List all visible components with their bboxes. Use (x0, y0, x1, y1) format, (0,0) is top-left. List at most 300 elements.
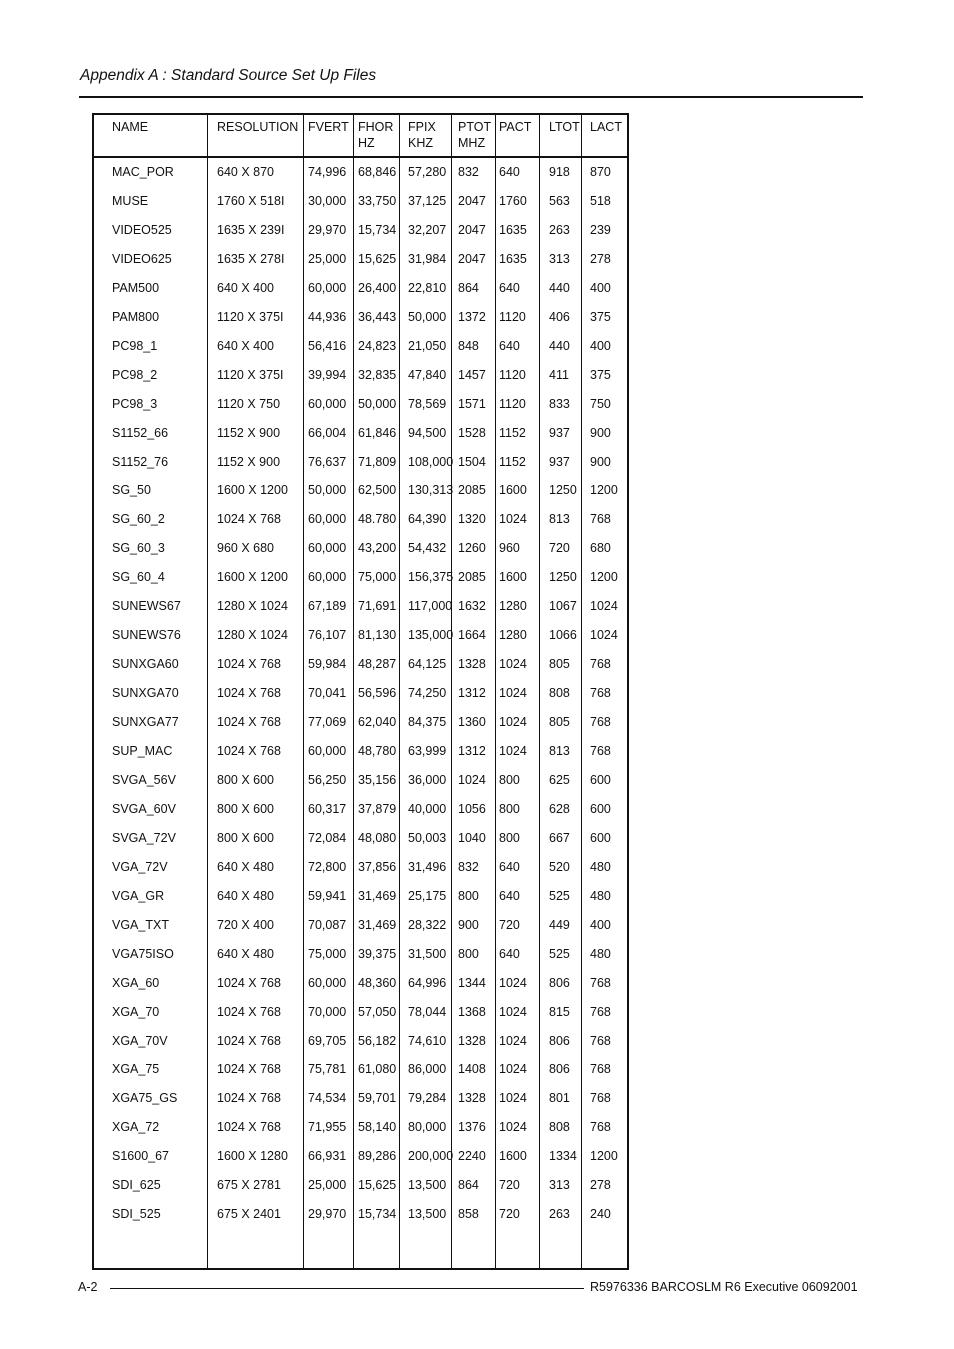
table-row (0, 598, 954, 627)
table-row (0, 1061, 954, 1090)
cell-fhor: 48,287 (358, 657, 397, 672)
cell-name: SUNXGA77 (112, 715, 179, 729)
cell-ltot: 525 (549, 888, 570, 903)
cell-lact: 400 (590, 917, 611, 932)
cell-ltot: 525 (549, 946, 570, 961)
cell-fpix: 84,375 (408, 715, 447, 729)
table-row (0, 743, 954, 772)
cell-lact: 1024 (590, 599, 618, 614)
cell-pact: 1120 (499, 309, 526, 324)
table-row (0, 309, 954, 338)
cell-ltot: 313 (549, 1178, 570, 1193)
cell-name: XGA75_GS (112, 1091, 178, 1106)
cell-fhor: 56,596 (358, 686, 397, 701)
cell-fpix: 135,000 (408, 628, 454, 643)
cell-fvert: 44,936 (308, 309, 347, 324)
cell-fpix: 31,500 (408, 946, 447, 961)
cell-pact: 1152 (499, 425, 526, 440)
cell-fpix: 200,000 (408, 1149, 454, 1164)
cell-lact: 768 (590, 1004, 611, 1019)
cell-fpix: 74,250 (408, 686, 447, 701)
cell-name: PAM500 (112, 280, 160, 295)
cell-fpix: 64,996 (408, 975, 447, 990)
cell-name: XGA_60 (112, 975, 160, 990)
cell-name: SDI_625 (112, 1178, 161, 1193)
cell-ltot: 833 (549, 396, 570, 411)
cell-lact: 600 (590, 830, 611, 845)
table-row (0, 627, 954, 656)
cell-ltot: 720 (549, 541, 570, 556)
cell-fpix: 28,322 (408, 917, 447, 932)
cell-fhor: 15,625 (358, 251, 397, 266)
cell-lact: 680 (590, 541, 611, 556)
cell-fhor: 89,286 (358, 1149, 397, 1164)
cell-name: XGA_70 (112, 1004, 160, 1019)
cell-fhor: 24,823 (358, 338, 397, 353)
cell-ltot: 806 (549, 1062, 570, 1077)
cell-fhor: 62,040 (358, 715, 397, 729)
column-header-fhor: FHOR HZ (358, 120, 394, 150)
cell-name: S1152_66 (112, 425, 169, 440)
document-reference: R5976336 BARCOSLM R6 Executive 06092001 (590, 1280, 858, 1294)
cell-resolution: 1024 X 768 (217, 657, 281, 672)
cell-lact: 1200 (590, 1149, 618, 1164)
cell-ptot: 1328 (458, 1091, 486, 1106)
cell-ptot: 1312 (458, 686, 486, 701)
cell-resolution: 1635 X 239I (217, 222, 285, 237)
cell-lact: 768 (590, 1120, 611, 1135)
cell-ptot: 2047 (458, 222, 486, 237)
cell-lact: 240 (590, 1207, 611, 1222)
table-row (0, 193, 954, 222)
cell-pact: 800 (499, 830, 520, 845)
cell-pact: 1024 (499, 1004, 527, 1019)
cell-ltot: 263 (549, 222, 570, 237)
cell-fvert: 60,000 (308, 541, 347, 556)
cell-name: SVGA_56V (112, 772, 176, 787)
cell-pact: 640 (499, 280, 520, 295)
cell-resolution: 640 X 480 (217, 859, 274, 874)
cell-name: VGA_72V (112, 859, 168, 874)
cell-fvert: 59,941 (308, 888, 347, 903)
cell-fvert: 56,250 (308, 772, 347, 787)
cell-fvert: 76,107 (308, 628, 347, 643)
cell-lact: 768 (590, 1091, 611, 1106)
cell-ltot: 815 (549, 1004, 570, 1019)
cell-fhor: 50,000 (358, 396, 397, 411)
cell-name: XGA_70V (112, 1033, 168, 1048)
cell-fhor: 57,050 (358, 1004, 397, 1019)
cell-name: PC98_2 (112, 367, 158, 382)
cell-pact: 1152 (499, 454, 526, 469)
cell-ltot: 813 (549, 744, 570, 758)
table-row (0, 772, 954, 801)
cell-name: SG_60_4 (112, 570, 165, 585)
table-row (0, 511, 954, 540)
cell-ptot: 832 (458, 859, 479, 874)
cell-fhor: 33,750 (358, 193, 397, 208)
cell-resolution: 640 X 400 (217, 280, 274, 295)
cell-fvert: 60,000 (308, 280, 347, 295)
cell-pact: 1024 (499, 1091, 527, 1106)
cell-lact: 278 (590, 251, 611, 266)
cell-fpix: 130,313 (408, 483, 454, 498)
cell-name: MAC_POR (112, 165, 174, 179)
cell-ptot: 1664 (458, 628, 486, 643)
cell-pact: 1024 (499, 715, 527, 729)
cell-ptot: 1368 (458, 1004, 486, 1019)
table-row (0, 540, 954, 569)
cell-pact: 960 (499, 541, 520, 556)
cell-ltot: 625 (549, 772, 570, 787)
cell-ltot: 440 (549, 280, 570, 295)
cell-name: XGA_72 (112, 1120, 160, 1135)
cell-fpix: 50,000 (408, 309, 447, 324)
table-row (0, 685, 954, 714)
cell-name: SUNEWS67 (112, 599, 181, 614)
cell-name: VGA_TXT (112, 917, 169, 932)
column-header-lact: LACT (590, 120, 622, 134)
cell-lact: 375 (590, 367, 611, 382)
cell-name: SUNXGA70 (112, 686, 179, 701)
table-row (0, 1004, 954, 1033)
cell-resolution: 1600 X 1280 (217, 1149, 288, 1164)
cell-fpix: 156,375 (408, 570, 454, 585)
cell-fvert: 74,534 (308, 1091, 347, 1106)
cell-resolution: 1024 X 768 (217, 715, 281, 729)
cell-fhor: 35,156 (358, 772, 397, 787)
cell-fhor: 48,780 (358, 744, 397, 758)
cell-fvert: 60,000 (308, 744, 347, 758)
cell-ltot: 937 (549, 425, 570, 440)
cell-ptot: 1328 (458, 657, 486, 672)
cell-resolution: 960 X 680 (217, 541, 274, 556)
cell-name: SUNEWS76 (112, 628, 181, 643)
cell-fpix: 78,044 (408, 1004, 447, 1019)
cell-fpix: 94,500 (408, 425, 447, 440)
cell-lact: 768 (590, 1062, 611, 1077)
cell-name: S1152_76 (112, 454, 169, 469)
cell-fhor: 26,400 (358, 280, 397, 295)
cell-fvert: 59,984 (308, 657, 347, 672)
cell-lact: 870 (590, 165, 611, 179)
cell-resolution: 1120 X 375I (217, 367, 284, 382)
cell-fpix: 47,840 (408, 367, 447, 382)
cell-resolution: 1280 X 1024 (217, 628, 288, 643)
cell-fpix: 78,569 (408, 396, 447, 411)
cell-resolution: 1024 X 768 (217, 512, 281, 527)
cell-resolution: 1120 X 750 (217, 396, 281, 411)
cell-name: MUSE (112, 193, 149, 208)
cell-lact: 1200 (590, 483, 618, 498)
cell-ptot: 1571 (458, 396, 486, 411)
cell-name: SUNXGA60 (112, 657, 179, 672)
cell-ptot: 1408 (458, 1062, 486, 1077)
table-row (0, 280, 954, 309)
cell-ptot: 1328 (458, 1033, 486, 1048)
cell-pact: 640 (499, 946, 520, 961)
cell-fpix: 25,175 (408, 888, 447, 903)
cell-ptot: 1376 (458, 1120, 486, 1135)
table-row (0, 251, 954, 280)
cell-ltot: 813 (549, 512, 570, 527)
cell-fhor: 48,360 (358, 975, 397, 990)
cell-ptot: 864 (458, 1178, 479, 1193)
cell-ptot: 1260 (458, 541, 486, 556)
cell-pact: 720 (499, 917, 520, 932)
cell-name: SG_50 (112, 483, 151, 498)
cell-ltot: 628 (549, 801, 570, 816)
cell-fhor: 15,734 (358, 1207, 397, 1222)
cell-pact: 1280 (499, 599, 527, 614)
cell-name: PC98_1 (112, 338, 158, 353)
cell-fhor: 15,625 (358, 1178, 397, 1193)
cell-lact: 768 (590, 512, 611, 527)
cell-ptot: 2085 (458, 483, 486, 498)
cell-resolution: 640 X 480 (217, 946, 274, 961)
cell-name: SDI_525 (112, 1207, 161, 1222)
cell-pact: 1600 (499, 1149, 527, 1164)
cell-pact: 1635 (499, 251, 527, 266)
cell-fvert: 66,931 (308, 1149, 347, 1164)
cell-ptot: 1372 (458, 309, 486, 324)
cell-fpix: 74,610 (408, 1033, 447, 1048)
table-row (0, 1177, 954, 1206)
cell-fvert: 60,000 (308, 512, 347, 527)
cell-resolution: 1024 X 768 (217, 744, 281, 758)
cell-fpix: 13,500 (408, 1207, 447, 1222)
cell-fpix: 63,999 (408, 744, 447, 758)
cell-ltot: 937 (549, 454, 570, 469)
cell-ptot: 864 (458, 280, 479, 295)
cell-lact: 480 (590, 859, 611, 874)
cell-ptot: 800 (458, 888, 479, 903)
cell-ptot: 1056 (458, 801, 486, 816)
cell-fvert: 71,955 (308, 1120, 347, 1135)
cell-fpix: 79,284 (408, 1091, 447, 1106)
cell-ltot: 808 (549, 686, 570, 701)
cell-pact: 800 (499, 801, 520, 816)
cell-fvert: 60,000 (308, 975, 347, 990)
cell-pact: 1120 (499, 367, 526, 382)
cell-pact: 1024 (499, 686, 527, 701)
cell-ltot: 449 (549, 917, 570, 932)
cell-lact: 480 (590, 888, 611, 903)
table-row (0, 367, 954, 396)
cell-fhor: 31,469 (358, 917, 397, 932)
cell-ltot: 520 (549, 859, 570, 874)
cell-lact: 278 (590, 1178, 611, 1193)
cell-fpix: 22,810 (408, 280, 447, 295)
cell-pact: 720 (499, 1207, 520, 1222)
column-header-name: NAME (112, 120, 149, 134)
cell-fpix: 40,000 (408, 801, 447, 816)
cell-fpix: 21,050 (408, 338, 447, 353)
cell-fvert: 66,004 (308, 425, 347, 440)
table-row (0, 714, 954, 743)
cell-fhor: 37,856 (358, 859, 397, 874)
cell-lact: 768 (590, 744, 611, 758)
column-header-pact: PACT (499, 120, 532, 134)
cell-fvert: 60,317 (308, 801, 347, 816)
cell-pact: 1024 (499, 1120, 527, 1135)
cell-lact: 600 (590, 772, 611, 787)
cell-name: S1600_67 (112, 1149, 170, 1164)
cell-pact: 1024 (499, 512, 527, 527)
cell-pact: 1600 (499, 483, 527, 498)
cell-ptot: 1320 (458, 512, 486, 527)
page-number: A-2 (78, 1280, 98, 1294)
cell-pact: 1635 (499, 222, 527, 237)
column-header-fpix: FPIX KHZ (408, 120, 436, 150)
cell-fhor: 31,469 (358, 888, 397, 903)
cell-name: SUP_MAC (112, 744, 173, 758)
cell-lact: 400 (590, 338, 611, 353)
cell-ptot: 858 (458, 1207, 479, 1222)
cell-resolution: 1024 X 768 (217, 1004, 281, 1019)
cell-ltot: 805 (549, 715, 570, 729)
cell-fpix: 108,000 (408, 454, 454, 469)
page-title: Appendix A : Standard Source Set Up Files (80, 67, 377, 84)
cell-ltot: 263 (549, 1207, 570, 1222)
table-row (0, 338, 954, 367)
cell-resolution: 1120 X 375I (217, 309, 284, 324)
cell-ptot: 832 (458, 165, 479, 179)
cell-pact: 640 (499, 859, 520, 874)
cell-ltot: 801 (549, 1091, 570, 1106)
cell-fpix: 31,984 (408, 251, 447, 266)
cell-fpix: 13,500 (408, 1178, 447, 1193)
cell-fhor: 59,701 (358, 1091, 397, 1106)
cell-fhor: 81,130 (358, 628, 397, 643)
cell-fvert: 60,000 (308, 396, 347, 411)
cell-resolution: 1024 X 768 (217, 1091, 281, 1106)
cell-fvert: 50,000 (308, 483, 347, 498)
cell-ltot: 563 (549, 193, 570, 208)
cell-fvert: 25,000 (308, 1178, 347, 1193)
cell-name: SVGA_72V (112, 830, 176, 845)
cell-fpix: 86,000 (408, 1062, 447, 1077)
cell-resolution: 675 X 2401 (217, 1207, 281, 1222)
cell-ltot: 806 (549, 975, 570, 990)
cell-fpix: 32,207 (408, 222, 447, 237)
cell-lact: 239 (590, 222, 611, 237)
cell-name: VIDEO625 (112, 251, 172, 266)
cell-lact: 400 (590, 280, 611, 295)
cell-resolution: 1635 X 278I (217, 251, 285, 266)
table-row (0, 917, 954, 946)
cell-fhor: 36,443 (358, 309, 397, 324)
cell-lact: 518 (590, 193, 611, 208)
table-row (0, 1119, 954, 1148)
cell-lact: 768 (590, 715, 611, 729)
cell-fhor: 39,375 (358, 946, 397, 961)
cell-ptot: 1360 (458, 715, 486, 729)
cell-ptot: 1024 (458, 772, 486, 787)
cell-fhor: 62,500 (358, 483, 397, 498)
cell-fhor: 48.780 (358, 512, 397, 527)
cell-fvert: 60,000 (308, 570, 347, 585)
cell-lact: 768 (590, 1033, 611, 1048)
table-row (0, 482, 954, 511)
cell-lact: 768 (590, 657, 611, 672)
table-row (0, 1033, 954, 1062)
cell-lact: 375 (590, 309, 611, 324)
cell-lact: 768 (590, 686, 611, 701)
cell-ptot: 2240 (458, 1149, 486, 1164)
cell-fhor: 75,000 (358, 570, 397, 585)
cell-fpix: 54,432 (408, 541, 447, 556)
cell-resolution: 640 X 870 (217, 165, 274, 179)
cell-fvert: 70,000 (308, 1004, 347, 1019)
cell-fhor: 71,691 (358, 599, 397, 614)
cell-fhor: 37,879 (358, 801, 397, 816)
cell-fvert: 75,781 (308, 1062, 347, 1077)
cell-resolution: 1024 X 768 (217, 686, 281, 701)
cell-lact: 480 (590, 946, 611, 961)
cell-name: VIDEO525 (112, 222, 172, 237)
table-row (0, 164, 954, 193)
cell-resolution: 1024 X 768 (217, 1120, 281, 1135)
cell-lact: 1024 (590, 628, 618, 643)
cell-fpix: 36,000 (408, 772, 447, 787)
table-row (0, 859, 954, 888)
cell-pact: 640 (499, 888, 520, 903)
cell-fvert: 77,069 (308, 715, 347, 729)
cell-pact: 1024 (499, 657, 527, 672)
cell-name: XGA_75 (112, 1062, 160, 1077)
cell-fhor: 56,182 (358, 1033, 397, 1048)
cell-ltot: 406 (549, 309, 570, 324)
cell-fpix: 31,496 (408, 859, 447, 874)
table-header-rule (92, 156, 629, 158)
cell-pact: 1280 (499, 628, 527, 643)
table-row (0, 1206, 954, 1235)
table-row (0, 888, 954, 917)
cell-pact: 1024 (499, 975, 527, 990)
cell-name: SVGA_60V (112, 801, 176, 816)
cell-resolution: 720 X 400 (217, 917, 274, 932)
cell-fhor: 48,080 (358, 830, 397, 845)
cell-fhor: 71,809 (358, 454, 397, 469)
cell-fpix: 64,125 (408, 657, 447, 672)
cell-lact: 600 (590, 801, 611, 816)
cell-name: PAM800 (112, 309, 160, 324)
cell-fhor: 58,140 (358, 1120, 397, 1135)
cell-ptot: 2047 (458, 251, 486, 266)
cell-ltot: 313 (549, 251, 570, 266)
cell-ltot: 667 (549, 830, 570, 845)
column-header-fvert: FVERT (308, 120, 349, 134)
cell-pact: 1120 (499, 396, 526, 411)
cell-pact: 1024 (499, 1062, 527, 1077)
cell-resolution: 1024 X 768 (217, 1033, 281, 1048)
cell-resolution: 800 X 600 (217, 772, 274, 787)
cell-fvert: 76,637 (308, 454, 347, 469)
table-row (0, 1090, 954, 1119)
cell-fhor: 15,734 (358, 222, 397, 237)
cell-ptot: 800 (458, 946, 479, 961)
cell-ltot: 805 (549, 657, 570, 672)
cell-fvert: 29,970 (308, 222, 347, 237)
cell-fvert: 25,000 (308, 251, 347, 266)
cell-fpix: 80,000 (408, 1120, 447, 1135)
cell-resolution: 800 X 600 (217, 830, 274, 845)
cell-ltot: 1334 (549, 1149, 577, 1164)
cell-ptot: 1040 (458, 830, 486, 845)
table-row (0, 656, 954, 685)
cell-fvert: 67,189 (308, 599, 347, 614)
